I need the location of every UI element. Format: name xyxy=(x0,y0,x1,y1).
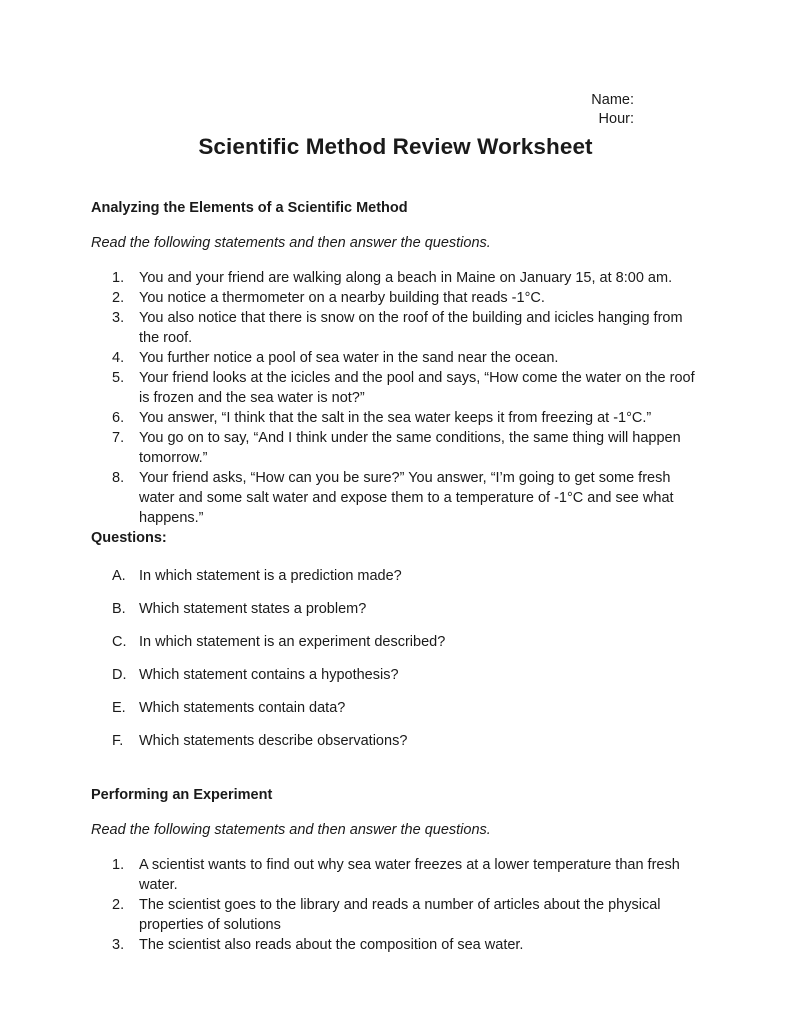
statement-list-analyzing xyxy=(91,251,703,528)
list-item-text: In which statement is a prediction made? xyxy=(139,568,402,584)
question-list-analyzing xyxy=(91,546,703,751)
section-heading-performing: Performing an Experiment xyxy=(91,787,273,803)
list-item xyxy=(91,895,703,935)
section-heading-analyzing: Analyzing the Elements of a Scientific Method xyxy=(91,200,408,216)
document-content xyxy=(91,200,703,955)
list-item-text: Your friend asks, “How can you be sure?” You answer, “I’m going to get some fresh water and some salt water and expose them to a temperature of -1°C and see what happens.” xyxy=(139,470,674,526)
list-item xyxy=(91,665,703,685)
page-title: Scientific Method Review Worksheet xyxy=(198,134,593,159)
list-item xyxy=(91,599,703,619)
list-item xyxy=(91,288,703,308)
list-item xyxy=(91,268,703,288)
list-item-text: The scientist also reads about the composition of sea water. xyxy=(139,937,524,953)
section-divider-spacer xyxy=(91,751,703,787)
list-item-text: Which statement contains a hypothesis? xyxy=(139,667,399,683)
list-item xyxy=(91,348,703,368)
list-marker: 8. xyxy=(112,470,125,486)
list-item-text: You also notice that there is snow on the roof of the building and icicles hanging from the roof. xyxy=(139,310,683,346)
section-instruction-performing: Read the following statements and then answer the questions. xyxy=(91,822,491,838)
list-marker: C. xyxy=(112,634,127,650)
list-item xyxy=(91,408,703,428)
list-item-text: You go on to say, “And I think under the same conditions, the same thing will happen tomorrow.” xyxy=(139,430,681,466)
list-item xyxy=(91,368,703,408)
list-item xyxy=(91,632,703,652)
name-label: Name: xyxy=(591,92,634,108)
name-hour-block xyxy=(0,91,634,129)
list-item xyxy=(91,855,703,895)
list-item-text: The scientist goes to the library and reads a number of articles about the physical properties of solutions xyxy=(139,897,661,933)
list-item-text: Which statements contain data? xyxy=(139,700,346,716)
list-item-text: A scientist wants to find out why sea water freezes at a lower temperature than fresh water. xyxy=(139,857,680,893)
hour-label: Hour: xyxy=(598,111,634,127)
list-item-text: You notice a thermometer on a nearby building that reads -1°C. xyxy=(139,290,545,306)
list-marker: 3. xyxy=(112,310,125,326)
list-item-text: You answer, “I think that the salt in the sea water keeps it from freezing at -1°C.” xyxy=(139,410,652,426)
questions-label: Questions: xyxy=(91,530,167,546)
list-marker: 6. xyxy=(112,410,125,426)
list-item xyxy=(91,308,703,348)
list-item xyxy=(91,731,703,751)
list-item-text: Which statements describe observations? xyxy=(139,733,408,749)
list-marker: D. xyxy=(112,667,127,683)
list-marker: 3. xyxy=(112,937,125,953)
list-marker: 5. xyxy=(112,370,125,386)
list-item xyxy=(91,428,703,468)
list-marker: 1. xyxy=(112,857,125,873)
list-marker: E. xyxy=(112,700,126,716)
list-marker: 2. xyxy=(112,897,125,913)
list-marker: B. xyxy=(112,601,126,617)
list-item-text: You and your friend are walking along a beach in Maine on January 15, at 8:00 am. xyxy=(139,270,673,286)
statement-list-performing xyxy=(91,838,703,955)
list-marker: F. xyxy=(112,733,124,749)
list-marker: 2. xyxy=(112,290,125,306)
list-item-text: You further notice a pool of sea water in the sand near the ocean. xyxy=(139,350,559,366)
list-marker: 7. xyxy=(112,430,125,446)
list-item-text: Your friend looks at the icicles and the pool and says, “How come the water on the roof is frozen and the sea water is not?” xyxy=(139,370,695,406)
list-marker: 4. xyxy=(112,350,125,366)
list-marker: A. xyxy=(112,568,126,584)
list-item xyxy=(91,468,703,528)
list-item xyxy=(91,698,703,718)
list-item xyxy=(91,566,703,586)
list-item-text: Which statement states a problem? xyxy=(139,601,367,617)
list-item xyxy=(91,935,703,955)
list-marker: 1. xyxy=(112,270,125,286)
list-item-text: In which statement is an experiment described? xyxy=(139,634,446,650)
section-instruction-analyzing: Read the following statements and then answer the questions. xyxy=(91,235,491,251)
